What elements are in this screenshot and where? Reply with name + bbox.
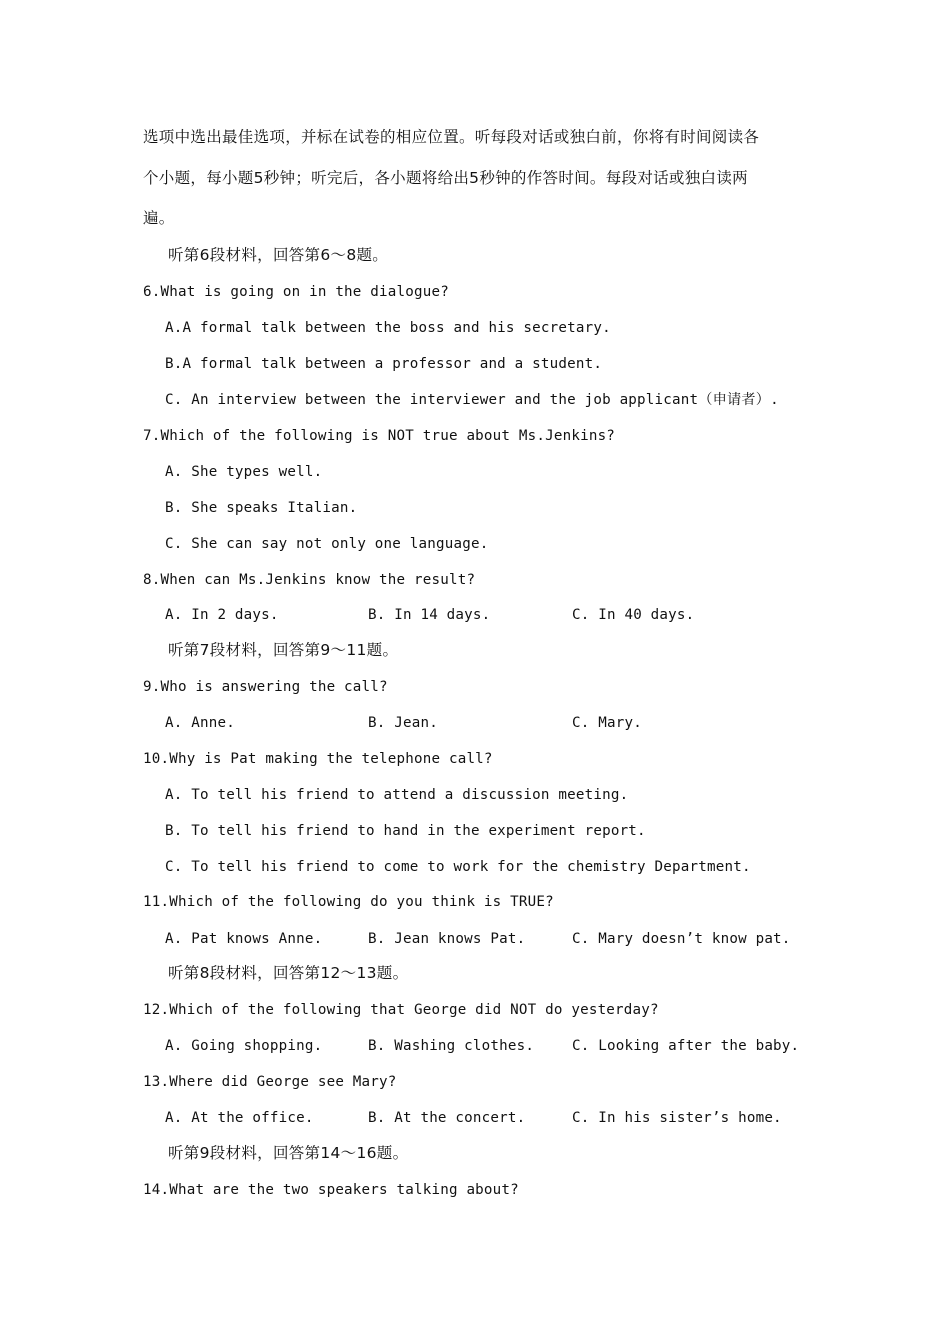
question-9-option-a: A. Anne.: [165, 715, 235, 731]
question-11-option-a: A. Pat knows Anne.: [165, 931, 323, 947]
question-12-option-b: B. Washing clothes.: [368, 1038, 535, 1054]
question-12-option-a: A. Going shopping.: [165, 1038, 323, 1054]
section-heading-6: 听第6段材料，回答第6～8题。: [168, 246, 389, 264]
question-7-option-b: B. She speaks Italian.: [165, 500, 358, 516]
question-13-option-c: C. In his sister’s home.: [572, 1110, 782, 1126]
intro-line-3: 遍。: [143, 209, 175, 227]
question-13-stem: 13.Where did George see Mary?: [143, 1074, 397, 1090]
question-8-options: [0, 605, 950, 625]
section-heading-8: 听第8段材料，回答第12～13题。: [168, 964, 409, 982]
question-12-stem: 12.Which of the following that George did NOT do yesterday?: [143, 1002, 659, 1018]
question-7-option-a: A. She types well.: [165, 464, 323, 480]
question-13-option-b: B. At the concert.: [368, 1110, 526, 1126]
question-10-option-c: C. To tell his friend to come to work for the chemistry Department.: [165, 859, 751, 875]
intro-line-2: 个小题，每小题5秒钟；听完后，各小题将给出5秒钟的作答时间。每段对话或独白读两: [143, 169, 748, 187]
question-10-stem: 10.Why is Pat making the telephone call?: [143, 751, 493, 767]
question-11-option-b: B. Jean knows Pat.: [368, 931, 526, 947]
question-14-stem: 14.What are the two speakers talking about?: [143, 1182, 519, 1198]
question-11-options: [0, 929, 950, 949]
section-heading-7: 听第7段材料，回答第9～11题。: [168, 641, 399, 659]
question-9-option-c: C. Mary.: [572, 715, 642, 731]
question-13-option-a: A. At the office.: [165, 1110, 314, 1126]
question-13-options: [0, 1108, 950, 1128]
question-12-option-c: C. Looking after the baby.: [572, 1038, 800, 1054]
question-6-option-b: B.A formal talk between a professor and a student.: [165, 356, 603, 372]
question-11-option-c: C. Mary doesn’t know pat.: [572, 931, 791, 947]
question-9-stem: 9.Who is answering the call?: [143, 679, 388, 695]
question-10-option-b: B. To tell his friend to hand in the experiment report.: [165, 823, 646, 839]
question-8-option-a: A. In 2 days.: [165, 607, 279, 623]
question-10-option-a: A. To tell his friend to attend a discussion meeting.: [165, 787, 629, 803]
question-8-option-c: C. In 40 days.: [572, 607, 695, 623]
question-7-stem: 7.Which of the following is NOT true about Ms.Jenkins?: [143, 428, 616, 444]
section-heading-9: 听第9段材料，回答第14～16题。: [168, 1144, 409, 1162]
question-8-stem: 8.When can Ms.Jenkins know the result?: [143, 572, 476, 588]
question-7-option-c: C. She can say not only one language.: [165, 536, 489, 552]
question-6-option-c: C. An interview between the interviewer and the job applicant（申请者）.: [165, 392, 779, 408]
question-11-stem: 11.Which of the following do you think is TRUE?: [143, 894, 554, 910]
question-9-option-b: B. Jean.: [368, 715, 438, 731]
question-9-options: [0, 713, 950, 733]
intro-line-1: 选项中选出最佳选项，并标在试卷的相应位置。听每段对话或独白前，你将有时间阅读各: [143, 128, 760, 146]
question-8-option-b: B. In 14 days.: [368, 607, 491, 623]
question-6-option-a: A.A formal talk between the boss and his secretary.: [165, 320, 611, 336]
question-6-stem: 6.What is going on in the dialogue?: [143, 284, 449, 300]
question-12-options: [0, 1036, 950, 1056]
